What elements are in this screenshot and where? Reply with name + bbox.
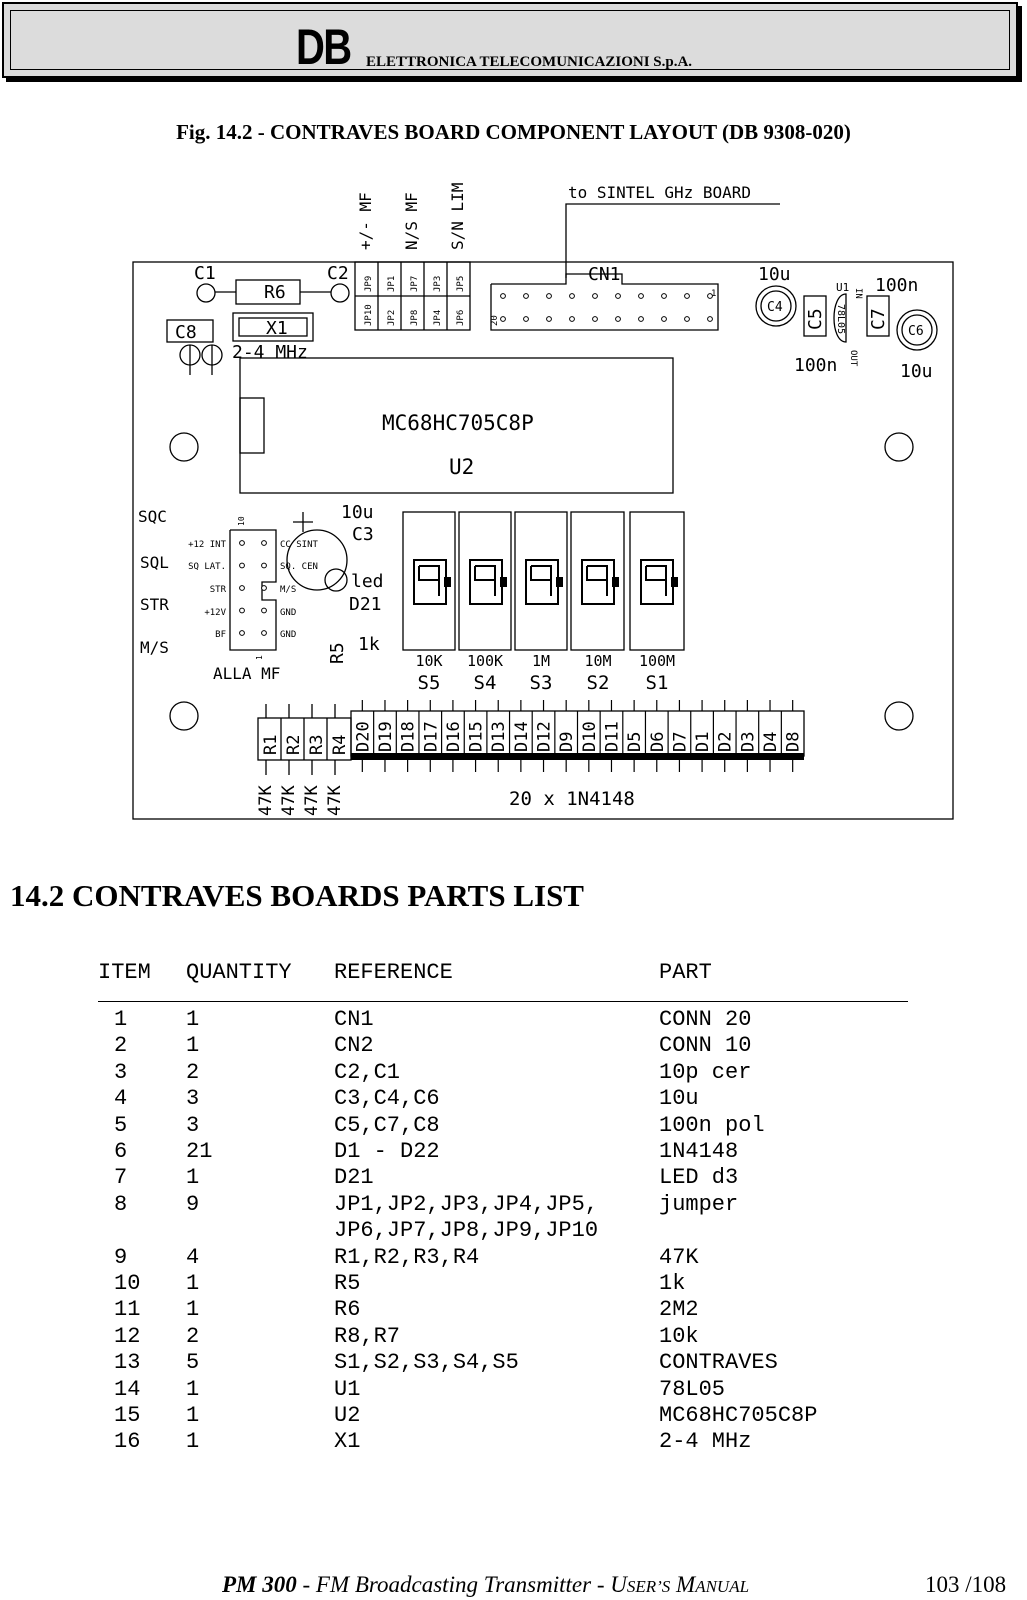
switch-value-s3: 1M (531, 652, 551, 670)
cell-item: 15 (114, 1403, 141, 1428)
alla-mf-label: ALLA MF (213, 664, 281, 683)
cell-item: 9 (114, 1244, 128, 1270)
cell-part: jumper (659, 1191, 739, 1217)
switch-ref-s5: S5 (417, 672, 441, 694)
cell-ref: S1,S2,S3,S4,S5 (334, 1350, 519, 1376)
u1-out: OUT (848, 350, 858, 367)
side-label-sqc: SQC (138, 507, 167, 526)
diode-note: 20 x 1N4148 (509, 788, 635, 810)
diode-label: D15 (466, 721, 487, 752)
c3-label: C3 (352, 524, 374, 545)
cell-qty: 5 (186, 1350, 200, 1376)
diode-label: D8 (783, 731, 804, 752)
cell-ref: C3,C4,C6 (334, 1086, 440, 1112)
cell-ref: JP1,JP2,JP3,JP4,JP5, (334, 1191, 599, 1217)
cn2-pin1: 1 (255, 655, 264, 660)
cell-ref: R5 (334, 1271, 361, 1296)
cn1-pin20: 20 (490, 315, 500, 326)
board-layout-drawing (0, 170, 1027, 830)
switch-ref-s1: S1 (645, 672, 669, 694)
jumper-label: JP2 (387, 309, 397, 326)
cell-qty: 21 (186, 1139, 213, 1164)
cn2-left-3: STR (209, 585, 226, 595)
side-label-sql: SQL (140, 553, 169, 572)
resistor-ref: R2 (284, 734, 304, 755)
cell-item: 14 (114, 1376, 141, 1402)
side-label-ms: M/S (140, 638, 169, 657)
jumper-label: JP10 (364, 304, 374, 326)
diode-label: D19 (375, 721, 396, 752)
diode-label: D4 (761, 731, 782, 752)
cell-ref: R8,R7 (334, 1323, 401, 1349)
footer-product: PM 300 (222, 1572, 297, 1597)
diode-label: D13 (489, 721, 510, 752)
diode-label: D14 (511, 721, 532, 752)
cell-ref: CN1 (334, 1007, 374, 1032)
cell-qty: 1 (186, 1297, 200, 1323)
figure-caption: Fig. 14.2 - CONTRAVES BOARD COMPONENT LAYOUT (DB 9308-020) (176, 120, 851, 144)
cell-ref: X1 (334, 1429, 361, 1455)
resistor-ref: R4 (330, 734, 350, 755)
cell-item: 8 (114, 1191, 128, 1217)
jumper-label: JP9 (364, 275, 374, 292)
parts-list-header (98, 960, 712, 986)
switch-ref-s4: S4 (473, 672, 497, 694)
resistor-ref: R3 (307, 734, 327, 755)
cell-part: 10u (659, 1086, 699, 1112)
diode-label: D1 (693, 731, 714, 752)
cn2-left-2: SQ LAT. (188, 562, 226, 572)
header-banner (2, 2, 1018, 78)
cell-ref: C2,C1 (334, 1059, 401, 1085)
mounting-hole (885, 433, 913, 461)
cell-part: CONN 10 (659, 1033, 752, 1059)
u1-in: IN (853, 288, 863, 299)
mounting-hole (170, 702, 198, 730)
cell-item: 5 (114, 1112, 128, 1138)
switch-value-s4: 100K (466, 652, 504, 670)
page-number: 103 /108 (925, 1572, 1007, 1597)
cell-ref: R6 (334, 1297, 361, 1323)
cell-item: 2 (114, 1033, 128, 1059)
cn2-right-3: M/S (280, 585, 297, 595)
r6-label: R6 (264, 282, 286, 303)
switch-value-s2: 10M (584, 652, 612, 670)
cell-ref: U1 (334, 1376, 361, 1402)
cell-ref: C5,C7,C8 (334, 1112, 440, 1138)
c4-label: C4 (767, 300, 783, 315)
diode-label: D10 (579, 721, 600, 752)
cell-part: 10p cer (659, 1059, 752, 1085)
r5-label: R5 (327, 642, 348, 664)
cell-qty: 9 (186, 1191, 200, 1217)
diode-label: D3 (738, 731, 759, 752)
d21-label: D21 (349, 594, 382, 615)
sintel-label: to SINTEL GHz BOARD (568, 183, 752, 202)
jumper-label: JP1 (387, 275, 397, 292)
company-name: ELETTRONICA TELECOMUNICAZIONI S.p.A. (366, 54, 693, 70)
cell-ref: D1 - D22 (334, 1139, 440, 1164)
cell-part: LED d3 (659, 1165, 739, 1191)
resistor-value: 47K (302, 785, 322, 816)
footer-title-b: SER’S (626, 1577, 671, 1596)
diode-label: D16 (443, 721, 464, 752)
c2-label: C2 (327, 263, 349, 284)
cn2-left-4: +12V (204, 608, 226, 618)
cell-item: 12 (114, 1323, 141, 1349)
u2-label: U2 (449, 455, 475, 479)
cell-qty: 3 (186, 1112, 200, 1138)
cell-item: 11 (114, 1297, 141, 1323)
cell-qty: 1 (186, 1007, 200, 1032)
cell-item: 13 (114, 1350, 141, 1376)
cell-qty: 1 (186, 1403, 200, 1428)
diode-label: D18 (398, 721, 419, 752)
jp-label-ns-mf: N/S MF (402, 192, 421, 250)
jp-label-sn-lim: S/N LIM (448, 182, 467, 250)
footer-title-c: M (670, 1572, 696, 1597)
diode-label: D2 (715, 731, 736, 752)
cell-part: 47K (659, 1244, 699, 1270)
cell-item: 16 (114, 1429, 141, 1455)
c8-label: C8 (175, 322, 197, 343)
cell-part: CONTRAVES (659, 1350, 778, 1376)
u1-part: 78L05 (835, 304, 846, 335)
diode-label: D5 (625, 731, 646, 752)
x1-value: 2-4 MHz (232, 342, 308, 363)
jp-label-pm-mf: +/- MF (356, 192, 375, 250)
cn1-pin1: 1 (711, 289, 717, 299)
jumper-label: JP6 (456, 309, 466, 326)
header-reference: REFERENCE (334, 960, 453, 985)
switch-value-s5: 10K (415, 652, 443, 670)
cell-part: 2M2 (659, 1297, 699, 1323)
cell-item: 7 (114, 1165, 128, 1191)
cn2-right-4: GND (280, 608, 297, 618)
mounting-hole (170, 433, 198, 461)
cell-item: 10 (114, 1271, 141, 1296)
cn2-left-1: +12 INT (188, 540, 226, 550)
switch-value-s1: 100M (638, 652, 676, 670)
diode-label: D9 (557, 731, 578, 752)
cn2-right-1: CC SINT (280, 540, 318, 550)
cell-ref: D21 (334, 1165, 374, 1191)
cell-ref: U2 (334, 1403, 361, 1428)
u2-part: MC68HC705C8P (382, 411, 534, 435)
cell-qty: 2 (186, 1059, 200, 1085)
cell-part: 2-4 MHz (659, 1429, 752, 1455)
diode-label: D17 (421, 721, 442, 752)
diode-label: D11 (602, 721, 623, 752)
c7-label: C7 (868, 308, 889, 330)
resistor-value: 47K (279, 785, 299, 816)
jumper-label: JP7 (410, 275, 420, 292)
switch-ref-s2: S2 (586, 672, 610, 694)
c7-value: 100n (875, 275, 919, 296)
cell-part: MC68HC705C8P (659, 1403, 818, 1428)
cn2-left-5: BF (215, 630, 226, 640)
footer-title-d: ANUAL (695, 1577, 750, 1596)
cell-item: 1 (114, 1007, 128, 1032)
jumper-label: JP4 (433, 309, 443, 326)
company-logo: DB (296, 19, 351, 75)
switch-ref-s3: S3 (529, 672, 553, 694)
cell-qty: 1 (186, 1429, 200, 1455)
cell-qty: 1 (186, 1271, 200, 1296)
c1-label: C1 (194, 263, 216, 284)
diode-label: D20 (353, 721, 374, 752)
header-rule (98, 1001, 908, 1002)
diode-label: D12 (534, 721, 555, 752)
c5-label: C5 (805, 308, 826, 330)
cell-part: 78L05 (659, 1376, 726, 1402)
cell-ref: CN2 (334, 1033, 374, 1059)
cell-qty: 2 (186, 1323, 200, 1349)
cn2-right-2: SQ. CEN (280, 562, 318, 572)
resistor-ref: R1 (261, 734, 281, 755)
header-part: PART (659, 960, 712, 985)
led-label: led (351, 571, 384, 592)
cell-part: 1N4148 (659, 1139, 739, 1164)
c5-value: 100n (794, 355, 838, 376)
cn1-label: CN1 (588, 264, 621, 285)
cell-part: 1k (659, 1271, 686, 1296)
u1-label: U1 (836, 281, 850, 294)
cn2-pin10: 10 (237, 516, 246, 526)
section-title: 14.2 CONTRAVES BOARDS PARTS LIST (10, 878, 584, 913)
cell-ref: R1,R2,R3,R4 (334, 1244, 480, 1270)
header-quantity: QUANTITY (186, 960, 292, 985)
r5-value: 1k (358, 634, 380, 655)
cell-qty: 1 (186, 1376, 200, 1402)
jumper-label: JP5 (456, 275, 466, 292)
resistor-value: 47K (256, 785, 276, 816)
c4-value: 10u (758, 264, 791, 285)
cn2-right-5: GND (280, 630, 297, 640)
cell-part: CONN 20 (659, 1007, 752, 1032)
cell-ref: JP6,JP7,JP8,JP9,JP10 (334, 1218, 599, 1244)
cell-part: 100n pol (659, 1112, 765, 1138)
cell-qty: 1 (186, 1165, 200, 1191)
diode-label: D6 (647, 731, 668, 752)
jumper-label: JP8 (410, 309, 420, 326)
cell-qty: 4 (186, 1244, 200, 1270)
cell-item: 4 (114, 1086, 128, 1112)
footer-title (222, 1572, 749, 1598)
side-label-str: STR (140, 595, 169, 614)
diode-label: D7 (670, 731, 691, 752)
cell-item: 3 (114, 1059, 128, 1085)
resistor-value: 47K (325, 785, 345, 816)
cell-qty: 1 (186, 1033, 200, 1059)
c6-value: 10u (900, 361, 933, 382)
cell-qty: 3 (186, 1086, 200, 1112)
c3-value: 10u (341, 502, 374, 523)
mounting-hole (885, 702, 913, 730)
footer-title-a: - FM Broadcasting Transmitter - U (296, 1572, 627, 1597)
jumper-label: JP3 (433, 275, 443, 292)
c6-label: C6 (908, 324, 924, 339)
header-item: ITEM (98, 960, 151, 985)
cell-item: 6 (114, 1139, 128, 1164)
cell-part: 10k (659, 1323, 699, 1349)
x1-label: X1 (266, 318, 288, 339)
